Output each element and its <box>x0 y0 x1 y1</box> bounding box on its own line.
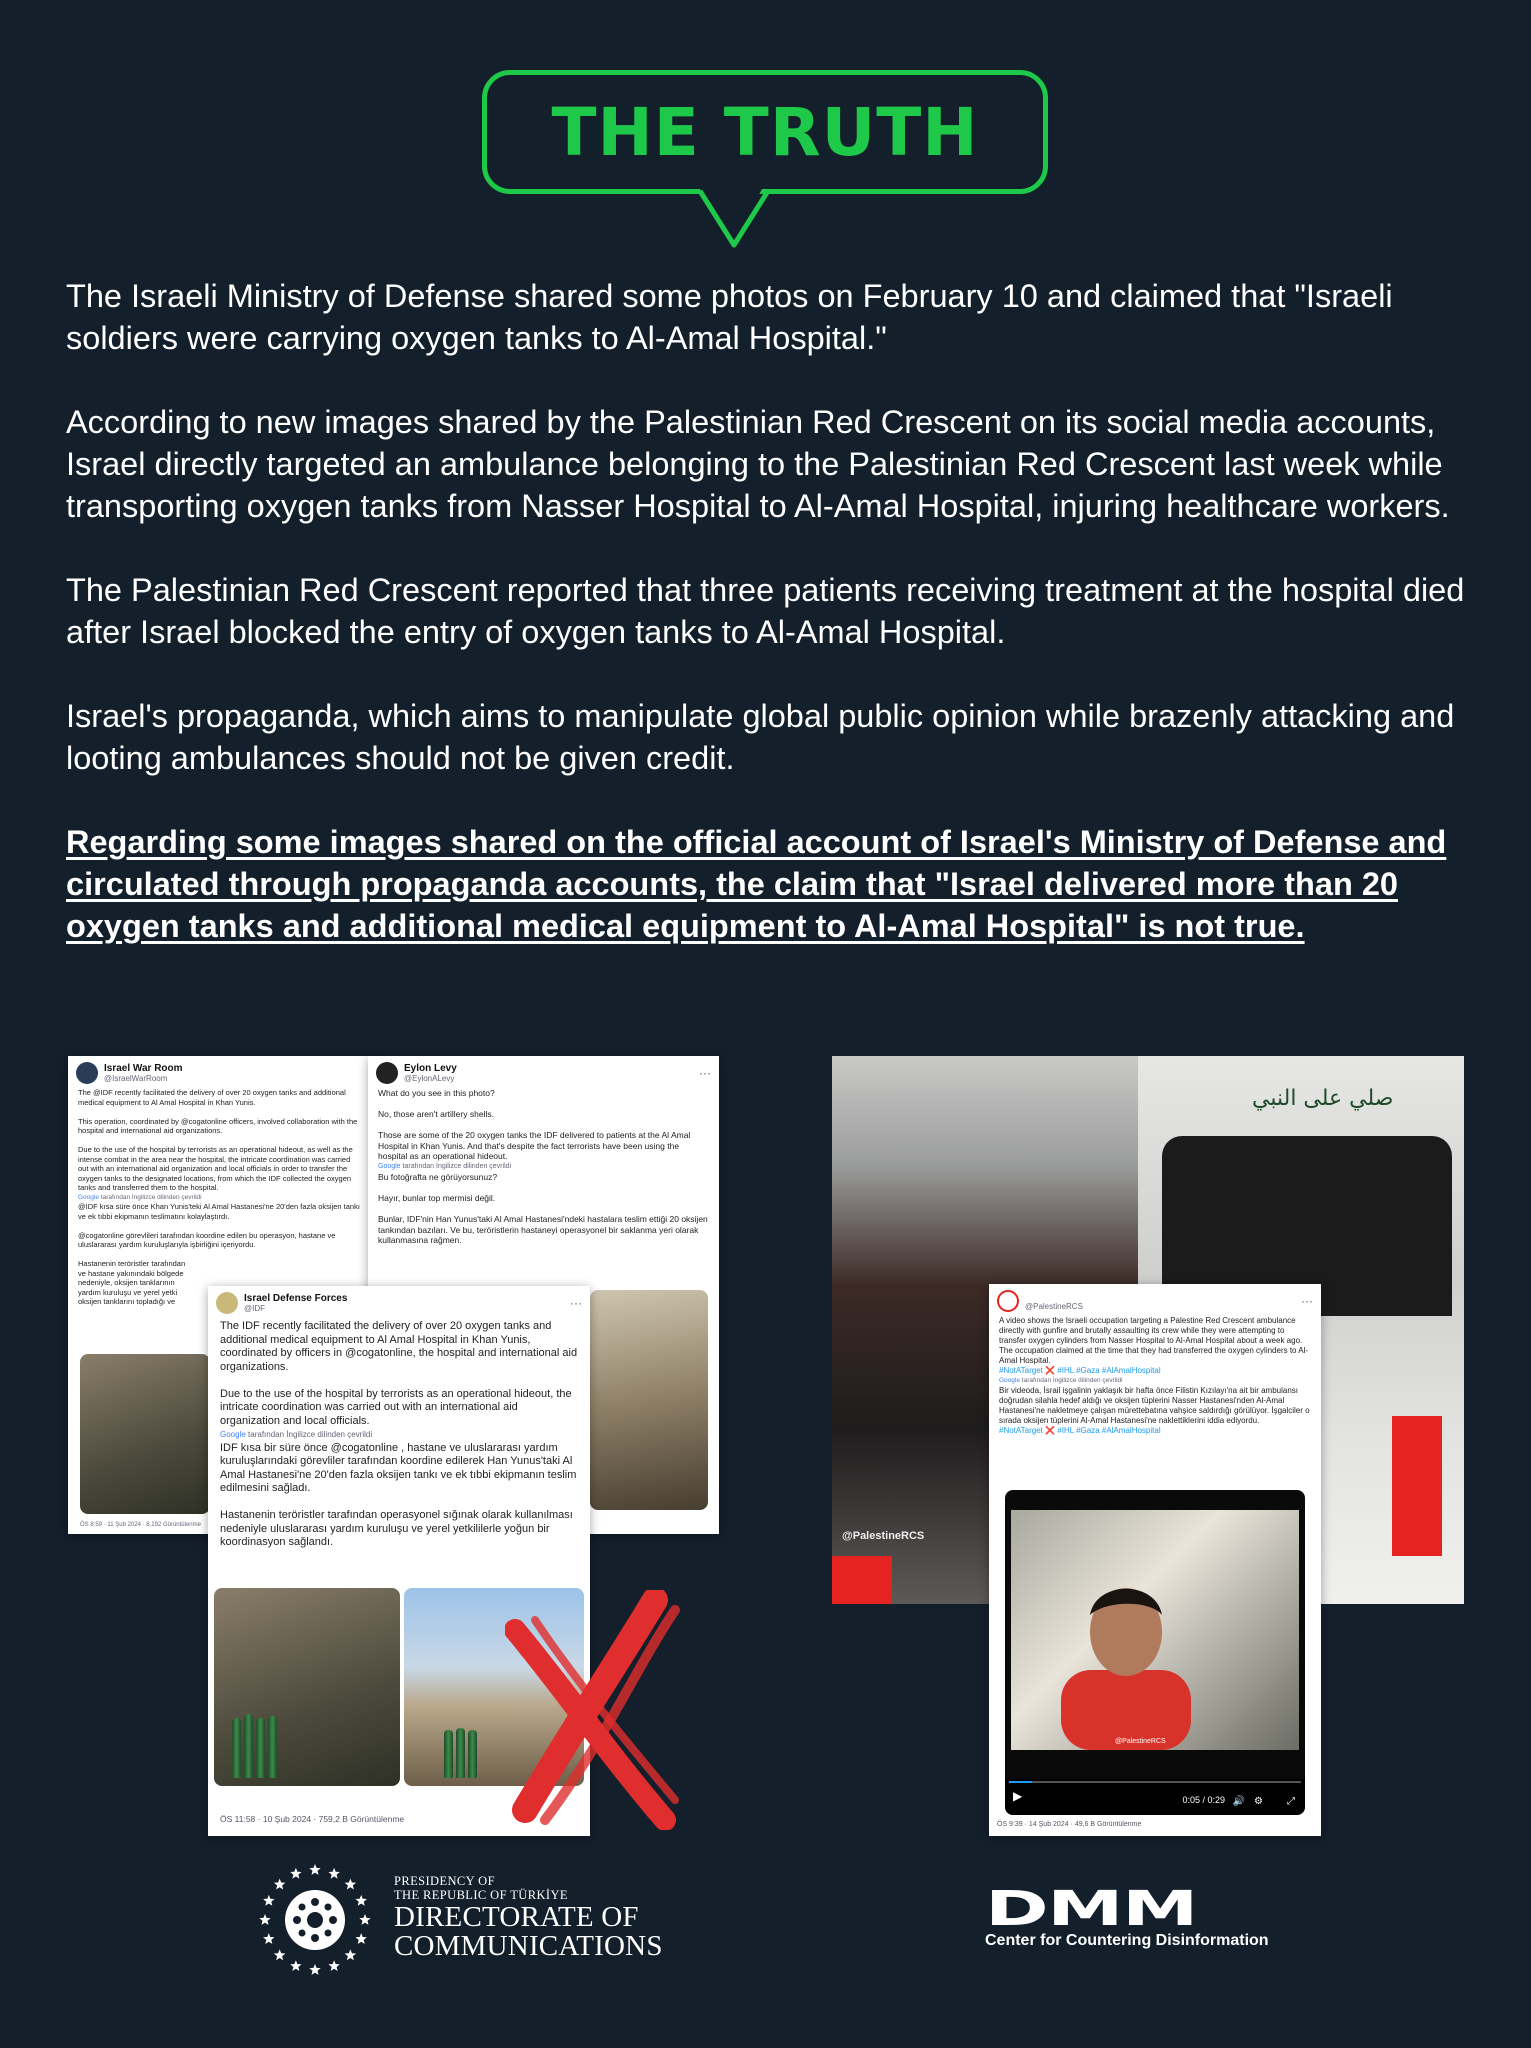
tweet-prcs <box>989 1284 1321 1836</box>
tweet-text: Those are some of the 20 oxygen tanks the IDF delivered to patients at the Al Amal Hospital in Khan Yunis. And that's despite the fact terrorists have been using the hospital as an operational hideout. <box>378 1130 691 1161</box>
injured-person <box>1051 1570 1201 1750</box>
tweet-text: The @IDF recently facilitated the delivery of over 20 oxygen tanks and additional medical equipment to Al Amal Hospital in Khan Yunis. <box>78 1088 346 1107</box>
paragraph-2: According to new images shared by the Palestinian Red Crescent on its social media accounts, Israel directly targeted an ambulance belonging to the Palestinian Red Crescent last week while transporting oxygen tanks from Nasser Hospital to Al-Amal Hospital, injuring healthcare workers. <box>66 404 1450 524</box>
tweet-author: Israel Defense Forces <box>244 1293 348 1304</box>
directorate-line2: COMMUNICATIONS <box>394 1930 663 1962</box>
dmm-logo: DMM <box>985 1881 1197 1937</box>
tweet-handle: @IDF <box>244 1304 266 1313</box>
google-translate-icon: Google <box>78 1193 101 1201</box>
tweet-author: Israel War Room <box>104 1063 183 1074</box>
tweet-text: Hastanenin teröristler tarafından ve hastane yakınındaki bölgede nedeniyle, oksijen tanklarının yardım kuruluşu ve yerel yetki oksijen tanklarını topladığı ve <box>78 1259 186 1306</box>
paragraph-claim: Regarding some images shared on the official account of Israel's Ministry of Defense and circulated through propaganda accounts, the claim that "Israel delivered more than 20 oxygen tanks and additional medical equipment to Al-Amal Hospital" is not true. <box>66 824 1447 944</box>
emblem-star <box>290 1960 301 1971</box>
tweet-text: What do you see in this photo? <box>378 1088 495 1098</box>
tweet-text: The IDF recently facilitated the delivery of over 20 oxygen tanks and additional medical equipment to Al Amal Hospital in Khan Yunis, coordinated by officers in @cogatonline, the hospital and international aid organizations. <box>220 1320 578 1373</box>
paragraph-4: Israel's propaganda, which aims to manipulate global public opinion while brazenly attacking and looting ambulances should not be given credit. <box>66 698 1455 776</box>
more-dots-icon[interactable]: ··· <box>1301 1294 1313 1308</box>
presidency-line2: THE REPUBLIC OF TÜRKİYE <box>394 1888 568 1902</box>
emblem-star <box>263 1933 274 1944</box>
star-emblem-icon <box>255 1860 375 1980</box>
tweet-text: Hayır, bunlar top mermisi değil. <box>378 1193 496 1203</box>
translation-note: tarafından İngilizce dilinden çevrildi <box>100 1193 202 1201</box>
tweet-photo <box>590 1290 708 1510</box>
tweet-text: Hastanenin teröristler tarafından operasyonel sığınak olarak kullanılması nedeniyle uluslararası yardım kuruluşu ve yerel yetkililerle yoğun bir koordinasyon sağlandı. <box>220 1509 573 1548</box>
avatar <box>76 1062 98 1084</box>
hashtags[interactable]: #NotATarget ❌ #IHL #Gaza #AlAmalHospital <box>999 1366 1161 1375</box>
translation-note: tarafından İngilizce dilinden çevrildi <box>402 1162 512 1170</box>
emblem-star <box>328 1960 339 1971</box>
tweet-text: @IDF kısa süre önce Khan Yunis'teki Al Amal Hastanesi'ne 20'den fazla oksijen tankı ve ek tıbbi ekipmanın teslimatını kolaylaştırdı. <box>78 1202 360 1221</box>
tweet-handle: @EylonALevy <box>404 1074 455 1083</box>
video-play-icon[interactable]: ▶ <box>1013 1789 1023 1803</box>
page-title: THE TRUTH <box>551 93 979 171</box>
emblem-star <box>356 1933 367 1944</box>
tweet-text: Due to the use of the hospital by terrorists as an operational hideout, as well as the intense combat in the area near the hospital, the intricate coordination was carried out with an international aid organization and local officials in order to transfer the oxygen tanks to the designated locations, from which the IDF collected the oxygen tanks and transferred them to the hospital. <box>78 1145 353 1192</box>
emblem-star <box>274 1879 286 1890</box>
tweet-photo <box>80 1354 210 1514</box>
video-controls <box>1005 1779 1305 1815</box>
directorate-line1: DIRECTORATE OF <box>394 1901 639 1933</box>
tweet-text: IDF kısa bir süre önce @cogatonline , hastane ve uluslararası yardım kuruluşlarındaki görevliler tarafından koordine edilerek Han Yunus'taki Al Amal Hastanesi'ne 20'den fazla oksijen tankı ve ek tıbbi ekipmanın teslim edilmesini sağladı. <box>220 1441 577 1494</box>
tweet-text: This operation, coordinated by @cogatonline officers, involved collaboration with the hospital and international aid organizations. <box>78 1116 358 1135</box>
tweet-text: No, those aren't artillery shells. <box>378 1109 494 1119</box>
tweet-footer: ÖS 11:58 · 10 Şub 2024 · 759,2 B Görüntülenme <box>220 1814 405 1824</box>
tweet-author: PRCS <box>1025 1291 1053 1302</box>
presidency-line1: PRESIDENCY OF <box>394 1874 495 1888</box>
tweet-video[interactable] <box>1005 1490 1305 1815</box>
emblem-star <box>259 1914 270 1925</box>
tweet-text: @cogatonline görevlileri tarafından koordine edilen bu operasyon, hastane ve uluslararası yardım kuruluşlarıyla işbirliğini içeriyordu. <box>78 1230 336 1249</box>
article-body <box>66 275 1466 947</box>
paragraph-1: The Israeli Ministry of Defense shared some photos on February 10 and claimed that "Israeli soldiers were carrying oxygen tanks to Al-Amal Hospital." <box>66 278 1393 356</box>
tweet-text: A video shows the Israeli occupation targeting a Palestine Red Crescent ambulance directly with gunfire and brutally assaulting its crew while they were attempting to transfer oxygen cylinders from Nasser Hospital to Al-Amal Hospital about a week ago. The occupation claimed at the time that they had transferred the oxygen cylinders to Al-Amal Hospital. <box>999 1316 1309 1365</box>
ambulance-arabic-text: صلي على النبي <box>1252 1086 1394 1111</box>
video-time: 0:05 / 0:29 <box>1182 1795 1225 1805</box>
directorate-label <box>394 1903 663 1961</box>
tweet-footer: ÖS 8:59 · 11 Şub 2024 · 8,192 Görüntülenme <box>80 1522 201 1528</box>
tweet-text: Bu fotoğrafta ne görüyorsunuz? <box>378 1172 498 1182</box>
translation-note: tarafından İngilizce dilinden çevrildi <box>248 1430 373 1439</box>
emblem-star <box>356 1895 367 1906</box>
settings-icon[interactable]: ⚙ <box>1254 1796 1263 1807</box>
google-translate-icon: Google <box>378 1162 403 1170</box>
more-dots-icon[interactable]: ··· <box>570 1296 582 1310</box>
emblem-star <box>359 1914 370 1925</box>
emblem-star <box>345 1949 357 1960</box>
avatar <box>376 1062 398 1084</box>
tweet-author: Eylon Levy <box>404 1063 457 1074</box>
google-translate-icon: Google <box>220 1430 249 1439</box>
video-progress[interactable] <box>1009 1781 1301 1783</box>
ambulance-watermark: @PalestineRCS <box>842 1530 925 1542</box>
emblem-star <box>345 1879 357 1890</box>
translation-note: tarafından İngilizce dilinden çevrildi <box>1021 1377 1123 1384</box>
tweet-text: Bir videoda, İsrail işgalinin yaklaşık bir hafta önce Filistin Kızılayı'na ait bir ambulansı doğrudan silahla hedef aldığı ve oksijen tüplerini Nasser Hastanesi'nden Al-Amal Hastanesi'ne nakletmeye çalışan mürettebatına vahşice saldırdığı görülüyor. İşgalciler o sırada oksijen tüplerini Al-Amal Hastanesi'ne naklettiklerini iddia ediyordu. <box>999 1386 1310 1425</box>
emblem-star <box>263 1895 274 1906</box>
emblem-star <box>309 1964 320 1975</box>
avatar <box>216 1292 238 1314</box>
emblem-star <box>309 1864 320 1875</box>
emblem-star <box>274 1949 286 1960</box>
emblem-star <box>328 1868 339 1879</box>
more-dots-icon[interactable]: ··· <box>699 1066 711 1080</box>
tweet-handle: @PalestineRCS <box>1025 1302 1083 1311</box>
red-cross-mark-icon <box>505 1590 685 1830</box>
video-watermark: @PalestineRCS <box>1115 1738 1166 1745</box>
dmm-subtitle: Center for Countering Disinformation <box>985 1932 1269 1949</box>
tweet-photo-soldiers <box>214 1588 400 1786</box>
avatar <box>997 1290 1019 1312</box>
google-translate-icon: Google <box>999 1377 1022 1384</box>
fullscreen-icon[interactable]: ⤢ <box>1287 1796 1295 1807</box>
video-frame <box>1011 1510 1299 1750</box>
volume-icon[interactable]: 🔊 <box>1232 1796 1245 1807</box>
paragraph-3: The Palestinian Red Crescent reported that three patients receiving treatment at the hospital died after Israel blocked the entry of oxygen tanks to Al-Amal Hospital. <box>66 572 1465 650</box>
tweet-text: Due to the use of the hospital by terrorists as an operational hideout, the intricate coordination was carried out with an international aid organization and local officials. <box>220 1387 572 1427</box>
tweet-text: Bunlar, IDF'nin Han Yunus'taki Al Amal Hastanesi'ndeki hastalara teslim ettiği 20 oksijen tankından bazıları. Ve bu, teröristlerin hastaneyi operasyonel bir saklanma yeri olarak kullanmasına rağmen. <box>378 1214 708 1245</box>
tweet-handle: @IsraelWarRoom <box>104 1074 168 1083</box>
emblem-star <box>290 1868 301 1879</box>
presidency-label <box>394 1874 568 1902</box>
tweet-footer: ÖS 9:39 · 14 Şub 2024 · 49,6 B Görüntülenme <box>997 1821 1142 1828</box>
hashtags[interactable]: #NotATarget ❌ #IHL #Gaza #AlAmalHospital <box>999 1426 1161 1435</box>
